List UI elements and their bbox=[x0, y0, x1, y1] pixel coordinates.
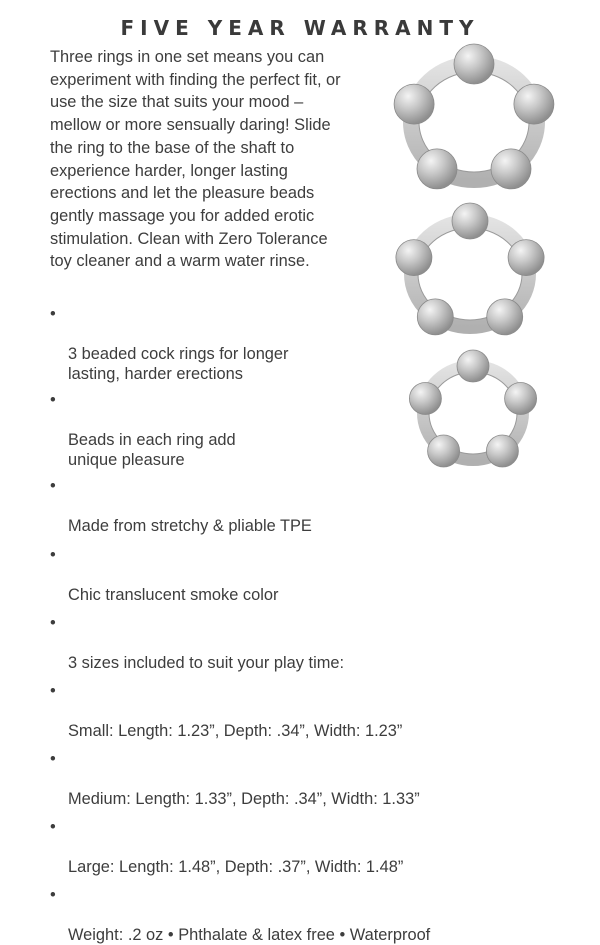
feature-list bbox=[50, 304, 590, 945]
ring-bead bbox=[454, 44, 494, 84]
feature-item bbox=[50, 390, 590, 470]
product-description: Three rings in one set means you can experiment with finding the perfect fit, or use the size that suits your mood – mellow or more sensually daring! Slide the ring to the base of the shaft to experience harder, longer lasting erections and let the pleasure beads gently massage you for added erotic stimulation. Clean with Zero Tolerance toy cleaner and a warm water rinse. bbox=[50, 48, 341, 271]
feature-item bbox=[50, 749, 590, 809]
bullet-icon: • bbox=[50, 682, 56, 700]
ring-inner-edge bbox=[419, 72, 529, 172]
warranty-title: FIVE YEAR WARRANTY bbox=[120, 16, 480, 40]
ring-bead bbox=[394, 84, 434, 124]
bullet-icon: • bbox=[50, 886, 56, 904]
feature-item bbox=[50, 545, 590, 605]
bullet-icon: • bbox=[50, 477, 56, 495]
feature-item bbox=[50, 476, 590, 536]
bullet-icon: • bbox=[50, 391, 56, 409]
feature-text: Beads in each ring add unique pleasure bbox=[68, 431, 236, 469]
ring-bead bbox=[508, 240, 544, 276]
feature-text: 3 beaded cock rings for longer lasting, harder erections bbox=[68, 345, 289, 383]
feature-text: Large: Length: 1.48”, Depth: .37”, Width: 1.48” bbox=[68, 858, 404, 876]
feature-text: Chic translucent smoke color bbox=[68, 586, 279, 604]
feature-item bbox=[50, 885, 590, 945]
bullet-icon: • bbox=[50, 305, 56, 323]
feature-text: Weight: .2 oz • Phthalate & latex free • Waterproof bbox=[68, 926, 431, 944]
feature-item bbox=[50, 817, 590, 877]
feature-text: Medium: Length: 1.33”, Depth: .34”, Width: 1.33” bbox=[68, 790, 420, 808]
feature-item bbox=[50, 681, 590, 741]
bullet-icon: • bbox=[50, 614, 56, 632]
ring-band bbox=[411, 64, 537, 180]
feature-text: Made from stretchy & pliable TPE bbox=[68, 517, 312, 535]
ring-bead bbox=[452, 203, 488, 239]
ring-bead bbox=[396, 240, 432, 276]
ring-bead bbox=[417, 149, 457, 189]
bullet-icon: • bbox=[50, 546, 56, 564]
bullet-icon: • bbox=[50, 750, 56, 768]
ring-bead bbox=[491, 149, 531, 189]
large-ring-image bbox=[394, 44, 554, 189]
feature-item bbox=[50, 304, 590, 384]
bullet-icon: • bbox=[50, 818, 56, 836]
ring-bead bbox=[514, 84, 554, 124]
feature-item bbox=[50, 613, 590, 673]
feature-text: 3 sizes included to suit your play time: bbox=[68, 654, 345, 672]
feature-text: Small: Length: 1.23”, Depth: .34”, Width: 1.23” bbox=[68, 722, 403, 740]
